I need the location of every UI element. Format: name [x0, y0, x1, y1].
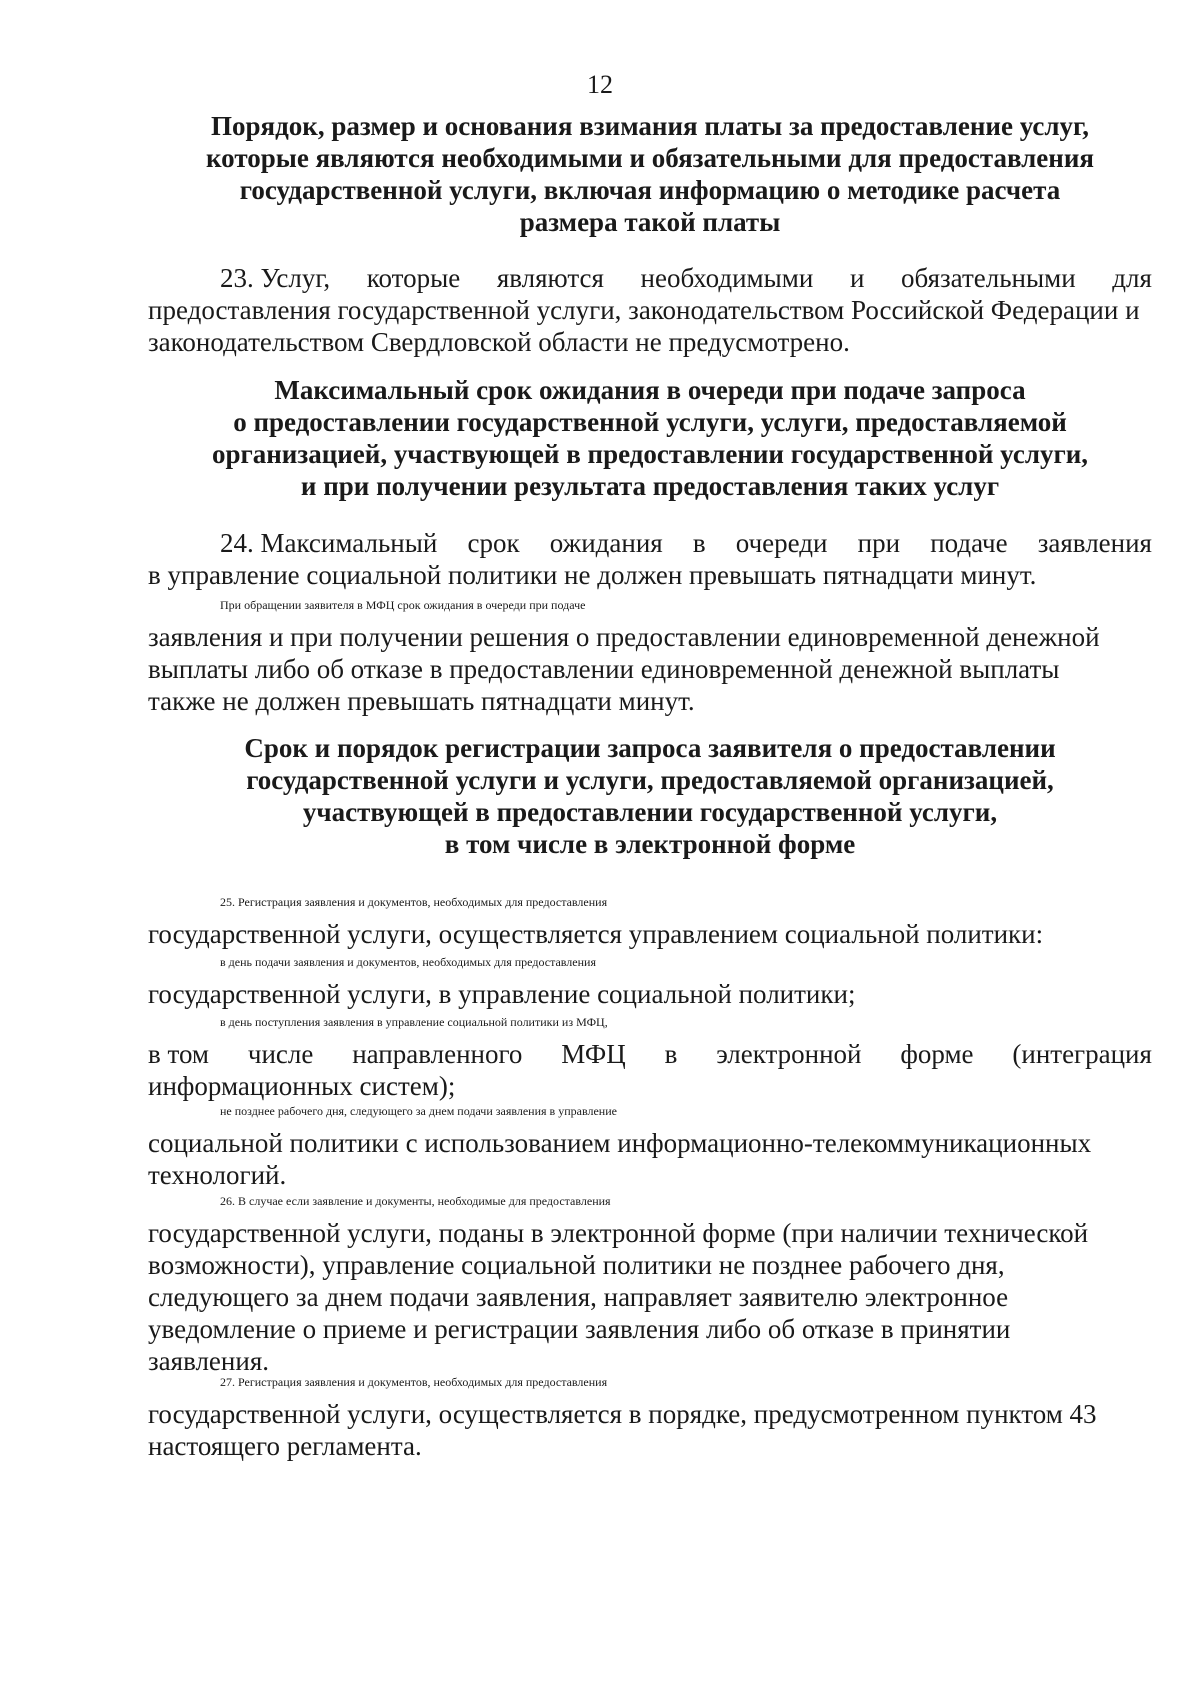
word: электронной [716, 1039, 862, 1069]
heading-line: государственной услуги и услуги, предоставляемой организацией, [246, 765, 1054, 795]
heading-line: Порядок, размер и основания взимания платы за предоставление услуг, [211, 111, 1089, 141]
paragraph-line: заявления. [148, 1346, 269, 1376]
word: направленного [352, 1039, 523, 1069]
word: и [849, 263, 865, 293]
paragraph-25 [148, 886, 1152, 950]
word: очереди [735, 528, 828, 558]
paragraph-line: информационных систем); [148, 1071, 456, 1101]
paragraph-first-line: 27. Регистрация заявления и документов, необходимых для предоставления [220, 1375, 608, 1389]
paragraph-first-line: 26. В случае если заявление и документы, необходимые для предоставления [220, 1194, 611, 1208]
paragraph-24 [148, 527, 1152, 591]
word: срок [467, 528, 520, 558]
word: для [1112, 263, 1152, 293]
paragraph-line: государственной услуги, осуществляется в порядке, предусмотренном пунктом 43 [148, 1399, 1097, 1429]
heading-line: государственной услуги, включая информацию о методике расчета [239, 175, 1061, 205]
heading-line: Срок и порядок регистрации запроса заявителя о предоставлении [244, 733, 1056, 763]
section-heading-queue-time [150, 374, 1150, 502]
section-heading-fees [150, 110, 1150, 238]
paragraph-24-mfc [148, 589, 1152, 717]
paragraph-line: настоящего регламента. [148, 1431, 422, 1461]
paragraph-line: следующего за днем подачи заявления, направляет заявителю электронное [148, 1282, 1009, 1312]
page-number: 12 [587, 70, 613, 99]
paragraph-line: в управление социальной политики не должен превышать пятнадцати минут. [148, 560, 1037, 590]
heading-line: о предоставлении государственной услуги, услуги, предоставляемой [233, 407, 1067, 437]
paragraph-line: заявления и при получении решения о предоставлении единовременной денежной [148, 622, 1100, 652]
paragraph-first-line [148, 262, 1152, 294]
word: 23. Услуг, [220, 263, 331, 293]
paragraph-line: социальной политики с использованием информационно-телекоммуникационных [148, 1128, 1092, 1158]
paragraph-line: предоставления государственной услуги, законодательством Российской Федерации и [148, 295, 1140, 325]
word: заявления [1037, 528, 1152, 558]
paragraph-line: государственной услуги, осуществляется управлением социальной политики: [148, 919, 1044, 949]
heading-line: размера такой платы [519, 207, 781, 237]
paragraph-line: возможности), управление социальной политики не позднее рабочего дня, [148, 1250, 1005, 1280]
paragraph-line: уведомление о приеме и регистрации заявления либо об отказе в принятии [148, 1314, 1011, 1344]
paragraph-line: законодательством Свердловской области не предусмотрено. [148, 327, 850, 357]
section-heading-registration [150, 732, 1150, 860]
paragraph-line: выплаты либо об отказе в предоставлении единовременной денежной выплаты [148, 654, 1060, 684]
word: необходимыми [640, 263, 814, 293]
paragraph-25-item-3 [148, 1095, 1152, 1191]
paragraph-25-item-1 [148, 946, 1152, 1010]
word: (интеграция [1012, 1039, 1152, 1069]
paragraph-first-line: в день поступления заявления в управление социальной политики из МФЦ, [220, 1015, 608, 1029]
heading-line: участвующей в предоставлении государственной услуги, [302, 797, 998, 827]
paragraph-23 [148, 262, 1152, 358]
word: обязательными [901, 263, 1076, 293]
paragraph-line: также не должен превышать пятнадцати минут. [148, 686, 695, 716]
word: в [664, 1039, 678, 1069]
paragraph-25-item-2 [148, 1006, 1152, 1102]
heading-line: которые являются необходимыми и обязательными для предоставления [205, 143, 1095, 173]
paragraph-27 [148, 1366, 1152, 1462]
paragraph-first-line: не позднее рабочего дня, следующего за днем подачи заявления в управление [220, 1104, 617, 1118]
paragraph-line: государственной услуги, в управление социальной политики; [148, 979, 856, 1009]
paragraph-justified-line [148, 1038, 1152, 1070]
paragraph-line: государственной услуги, поданы в электронной форме (при наличии технической [148, 1218, 1089, 1248]
word: подаче [930, 528, 1008, 558]
word: в [692, 528, 706, 558]
word: которые [366, 263, 461, 293]
word: 24. Максимальный [220, 528, 438, 558]
paragraph-first-line: 25. Регистрация заявления и документов, необходимых для предоставления [220, 895, 608, 909]
word: ожидания [549, 528, 663, 558]
word: являются [496, 263, 604, 293]
word: при [857, 528, 901, 558]
paragraph-26 [148, 1185, 1152, 1377]
word: форме [900, 1039, 974, 1069]
heading-line: и при получении результата предоставления таких услуг [300, 471, 1000, 501]
heading-line: Максимальный срок ожидания в очереди при подаче запроса [274, 375, 1026, 405]
paragraph-first-line [148, 527, 1152, 559]
word: МФЦ [561, 1039, 626, 1069]
heading-line: организацией, участвующей в предоставлении государственной услуги, [211, 439, 1089, 469]
word: числе [247, 1039, 314, 1069]
word: в том [148, 1039, 210, 1069]
paragraph-line: технологий. [148, 1160, 287, 1190]
paragraph-first-line: в день подачи заявления и документов, необходимых для предоставления [220, 955, 596, 969]
paragraph-first-line: При обращении заявителя в МФЦ срок ожидания в очереди при подаче [220, 598, 586, 612]
heading-line: в том числе в электронной форме [444, 829, 856, 859]
